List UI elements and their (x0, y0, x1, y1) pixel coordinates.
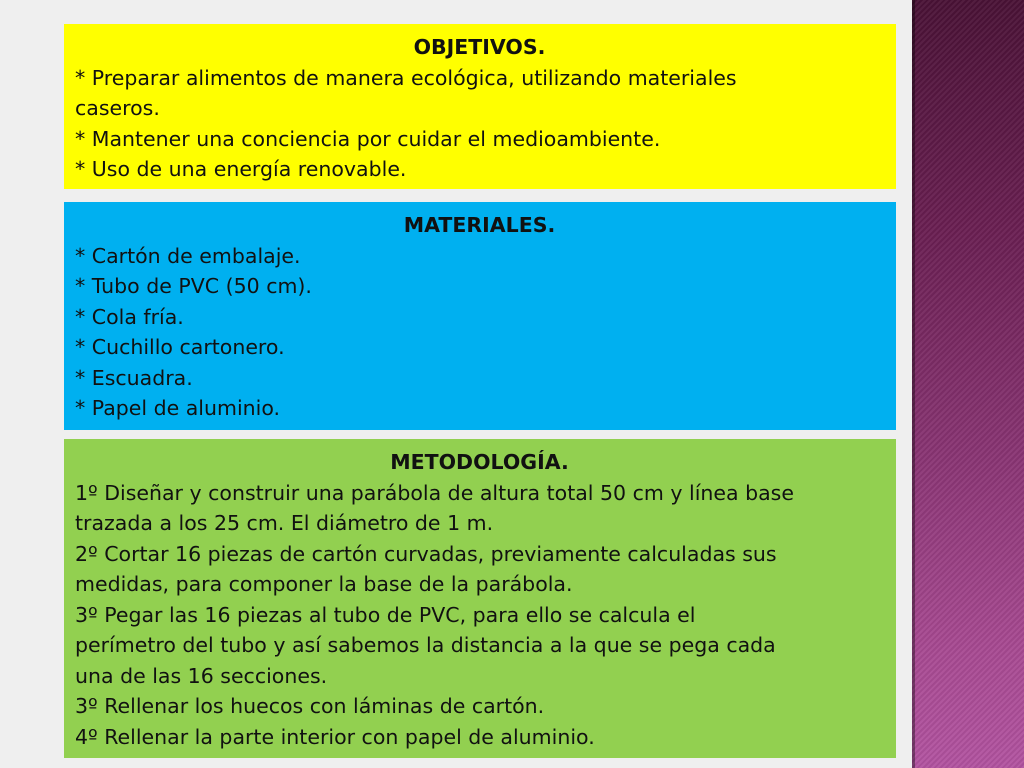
objetivos-line: * Preparar alimentos de manera ecológica, utilizando materiales (75, 65, 737, 90)
metodologia-line: trazada a los 25 cm. El diámetro de 1 m. (75, 511, 494, 535)
materiales-item: * Papel de aluminio. (75, 396, 281, 420)
side-band-edge (912, 0, 915, 768)
metodologia-heading: METODOLOGÍA. (390, 450, 569, 474)
materiales-item: * Cuchillo cartonero. (75, 335, 285, 359)
materiales-item: * Cola fría. (75, 304, 184, 329)
metodologia-line: una de las 16 secciones. (75, 663, 328, 688)
objetivos-line: * Mantener una conciencia por cuidar el medioambiente. (75, 126, 661, 151)
metodologia-line: medidas, para componer la base de la parábola. (75, 572, 573, 596)
materiales-heading: MATERIALES. (403, 213, 556, 237)
objetivos-panel (64, 24, 896, 189)
objetivos-line: caseros. (75, 96, 160, 120)
side-band-texture (912, 0, 1024, 768)
materiales-panel (64, 202, 896, 430)
metodologia-panel (64, 439, 896, 758)
materiales-item: * Cartón de embalaje. (75, 243, 301, 268)
metodologia-line: 3º Pegar las 16 piezas al tubo de PVC, para ello se calcula el (75, 602, 696, 627)
materiales-item: * Escuadra. (75, 365, 193, 390)
metodologia-line: 2º Cortar 16 piezas de cartón curvadas, previamente calculadas sus (75, 541, 777, 566)
materiales-item: * Tubo de PVC (50 cm). (75, 274, 312, 298)
objetivos-line: * Uso de una energía renovable. (75, 157, 407, 181)
decorative-side-band (912, 0, 1024, 768)
metodologia-line: 3º Rellenar los huecos con láminas de cartón. (75, 694, 545, 718)
metodologia-line: perímetro del tubo y así sabemos la distancia a la que se pega cada (75, 633, 776, 657)
objetivos-heading: OBJETIVOS. (413, 35, 546, 59)
metodologia-line: 1º Diseñar y construir una parábola de altura total 50 cm y línea base (75, 480, 794, 505)
metodologia-line: 4º Rellenar la parte interior con papel de aluminio. (75, 724, 595, 749)
